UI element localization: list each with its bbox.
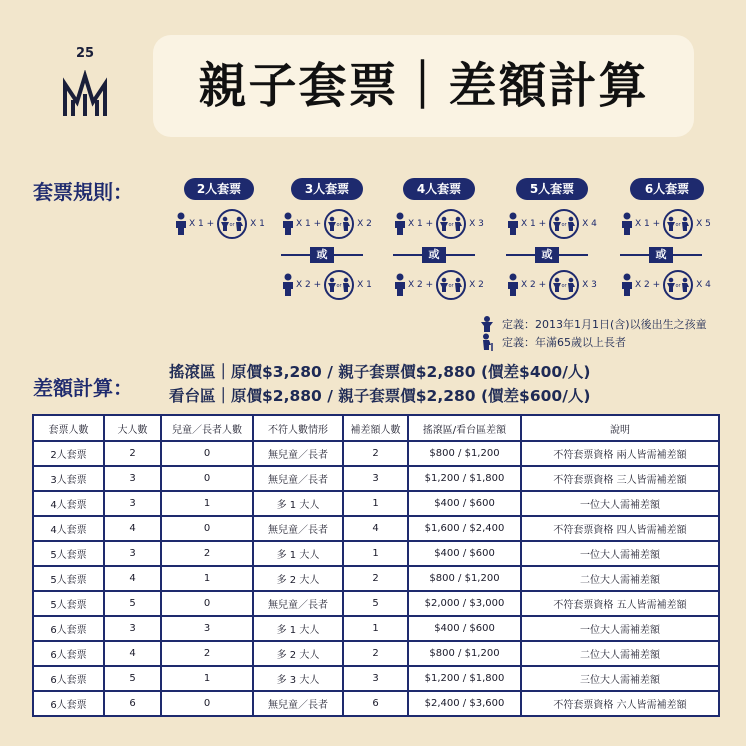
table-header-cell: 說明	[521, 415, 719, 441]
table-row	[33, 541, 719, 566]
table-cell: 1	[343, 616, 408, 641]
table-cell: 0	[161, 691, 253, 716]
svg-text:or: or	[229, 222, 235, 228]
table-cell: 2	[343, 641, 408, 666]
adult-icon	[393, 212, 407, 236]
table-cell: 無兒童／長者	[253, 516, 343, 541]
svg-text:or: or	[675, 222, 681, 228]
table-cell: 多 1 大人	[253, 616, 343, 641]
table-cell: 4人套票	[33, 491, 104, 516]
table-cell: 無兒童／長者	[253, 691, 343, 716]
table-cell: $2,000 / $3,000	[408, 591, 521, 616]
table-cell: 1	[161, 491, 253, 516]
table-cell: 4人套票	[33, 516, 104, 541]
table-header-cell: 套票人數	[33, 415, 104, 441]
package-pill: 5人套票	[516, 178, 588, 200]
table-row	[33, 516, 719, 541]
adult-icon	[281, 273, 295, 297]
legend-elder-text: 定義：年滿65歲以上長者	[502, 336, 626, 349]
table-cell: 3	[161, 616, 253, 641]
price-line-rock: 搖滾區｜原價$3,280 / 親子套票價$2,880 (價差$400/人)	[169, 363, 591, 381]
adult-icon	[506, 212, 520, 236]
adult-icon	[506, 273, 520, 297]
table-row	[33, 616, 719, 641]
table-cell: 二位大人需補差額	[521, 641, 719, 666]
or-label: 或	[422, 247, 446, 263]
table-cell: 3	[104, 466, 161, 491]
table-cell: 0	[161, 466, 253, 491]
table-cell: 6人套票	[33, 641, 104, 666]
or-label: 或	[649, 247, 673, 263]
table-cell: $800 / $1,200	[408, 566, 521, 591]
table-cell: 多 2 大人	[253, 641, 343, 666]
combo-alternative: X 2 + or X 2	[393, 270, 484, 300]
adult-icon	[620, 212, 634, 236]
table-cell: 2	[104, 441, 161, 466]
svg-text:or: or	[448, 283, 454, 289]
table-header-cell: 大人數	[104, 415, 161, 441]
price-line-stand: 看台區｜原價$2,880 / 親子套票價$2,280 (價差$600/人)	[169, 387, 591, 405]
table-cell: 4	[104, 566, 161, 591]
table-cell: 6人套票	[33, 666, 104, 691]
table-row	[33, 441, 719, 466]
adult-icon	[393, 273, 407, 297]
table-header-cell: 搖滾區/看台區差額	[408, 415, 521, 441]
table-cell: 5人套票	[33, 566, 104, 591]
table-row	[33, 641, 719, 666]
table-cell: $1,600 / $2,400	[408, 516, 521, 541]
rules-label: 套票規則：	[33, 180, 133, 204]
package-pill: 3人套票	[291, 178, 363, 200]
table-cell: 0	[161, 441, 253, 466]
table-cell: 多 1 大人	[253, 491, 343, 516]
table-cell: 一位大人需補差額	[521, 616, 719, 641]
table-cell: 不符套票資格 三人皆需補差額	[521, 466, 719, 491]
table-cell: $400 / $600	[408, 616, 521, 641]
table-cell: 2	[343, 441, 408, 466]
table-row	[33, 666, 719, 691]
table-cell: 無兒童／長者	[253, 441, 343, 466]
table-cell: 1	[343, 491, 408, 516]
table-cell: 1	[161, 566, 253, 591]
child-or-elder-icon	[549, 209, 579, 239]
table-cell: 6人套票	[33, 691, 104, 716]
child-or-elder-icon	[549, 270, 579, 300]
svg-text:or: or	[675, 283, 681, 289]
diff-table	[32, 414, 720, 717]
table-cell: 4	[104, 516, 161, 541]
package-pill: 6人套票	[630, 178, 704, 200]
or-label: 或	[535, 247, 559, 263]
table-header-cell: 補差額人數	[343, 415, 408, 441]
table-row	[33, 591, 719, 616]
table-cell: $800 / $1,200	[408, 641, 521, 666]
adult-icon	[281, 212, 295, 236]
combo-primary: X 1 + or X 1	[174, 209, 265, 239]
logo-number: 25	[75, 46, 95, 61]
table-body	[33, 441, 719, 716]
svg-text:or: or	[448, 222, 454, 228]
adult-icon	[620, 273, 634, 297]
svg-text:or: or	[561, 222, 567, 228]
table-cell: 3	[343, 666, 408, 691]
combo-alternative: X 2 + or X 4	[620, 270, 711, 300]
table-row	[33, 566, 719, 591]
child-or-elder-icon	[436, 270, 466, 300]
elder-icon	[480, 333, 494, 351]
svg-text:or: or	[561, 283, 567, 289]
table-cell: 6人套票	[33, 616, 104, 641]
table-cell: $800 / $1,200	[408, 441, 521, 466]
table-cell: 3	[104, 616, 161, 641]
table-cell: $1,200 / $1,800	[408, 466, 521, 491]
table-cell: 5	[104, 591, 161, 616]
table-cell: 2人套票	[33, 441, 104, 466]
table-cell: 6	[104, 691, 161, 716]
table-cell: 不符套票資格 六人皆需補差額	[521, 691, 719, 716]
crown-logo-icon	[60, 70, 110, 120]
table-cell: 2	[161, 541, 253, 566]
table-cell: 3	[104, 491, 161, 516]
table-cell: $400 / $600	[408, 491, 521, 516]
table-header-cell: 不符人數情形	[253, 415, 343, 441]
table-cell: 3	[343, 466, 408, 491]
combo-alternative: X 2 + or X 1	[281, 270, 372, 300]
page-title: 親子套票｜差額計算	[198, 58, 649, 114]
table-cell: 4	[343, 516, 408, 541]
table-cell: 無兒童／長者	[253, 591, 343, 616]
table-cell: 6	[343, 691, 408, 716]
package-pill: 2人套票	[184, 178, 254, 200]
table-cell: 多 3 大人	[253, 666, 343, 691]
table-cell: 3人套票	[33, 466, 104, 491]
package-pill: 4人套票	[403, 178, 475, 200]
diff-label: 差額計算：	[33, 376, 133, 400]
adult-icon	[174, 212, 188, 236]
table-cell: 多 2 大人	[253, 566, 343, 591]
child-or-elder-icon	[217, 209, 247, 239]
legend-child-text: 定義：2013年1月1日(含)以後出生之孩童	[502, 318, 707, 331]
table-cell: $400 / $600	[408, 541, 521, 566]
table-cell: 5人套票	[33, 541, 104, 566]
or-label: 或	[310, 247, 334, 263]
combo-primary: X 1 + or X 3	[393, 209, 484, 239]
combo-primary: X 1 + or X 4	[506, 209, 597, 239]
table-row	[33, 491, 719, 516]
table-cell: 不符套票資格 五人皆需補差額	[521, 591, 719, 616]
table-header-row	[33, 415, 719, 441]
table-cell: 不符套票資格 兩人皆需補差額	[521, 441, 719, 466]
table-cell: 2	[161, 641, 253, 666]
table-cell: 0	[161, 591, 253, 616]
svg-text:or: or	[336, 222, 342, 228]
child-or-elder-icon	[324, 209, 354, 239]
table-cell: 2	[343, 566, 408, 591]
table-header-cell: 兒童／長者人數	[161, 415, 253, 441]
table-cell: 無兒童／長者	[253, 466, 343, 491]
child-or-elder-icon	[324, 270, 354, 300]
table-cell: $2,400 / $3,600	[408, 691, 521, 716]
table-cell: 一位大人需補差額	[521, 491, 719, 516]
table-cell: 5人套票	[33, 591, 104, 616]
table-cell: 1	[343, 541, 408, 566]
table-cell: 5	[343, 591, 408, 616]
table-row	[33, 691, 719, 716]
table-cell: 0	[161, 516, 253, 541]
legend-child	[480, 315, 707, 333]
combo-primary: X 1 + or X 5	[620, 209, 711, 239]
table-cell: 3	[104, 541, 161, 566]
combo-primary: X 1 + or X 2	[281, 209, 372, 239]
table-row	[33, 466, 719, 491]
table-cell: 三位大人需補差額	[521, 666, 719, 691]
child-or-elder-icon	[436, 209, 466, 239]
table-cell: 1	[161, 666, 253, 691]
legend-elder	[480, 333, 626, 351]
child-or-elder-icon	[663, 270, 693, 300]
table-cell: $1,200 / $1,800	[408, 666, 521, 691]
table-cell: 多 1 大人	[253, 541, 343, 566]
table-cell: 不符套票資格 四人皆需補差額	[521, 516, 719, 541]
combo-alternative: X 2 + or X 3	[506, 270, 597, 300]
child-or-elder-icon	[663, 209, 693, 239]
table-cell: 一位大人需補差額	[521, 541, 719, 566]
svg-text:or: or	[336, 283, 342, 289]
child-icon	[480, 315, 494, 333]
table-cell: 4	[104, 641, 161, 666]
table-cell: 5	[104, 666, 161, 691]
table-cell: 二位大人需補差額	[521, 566, 719, 591]
